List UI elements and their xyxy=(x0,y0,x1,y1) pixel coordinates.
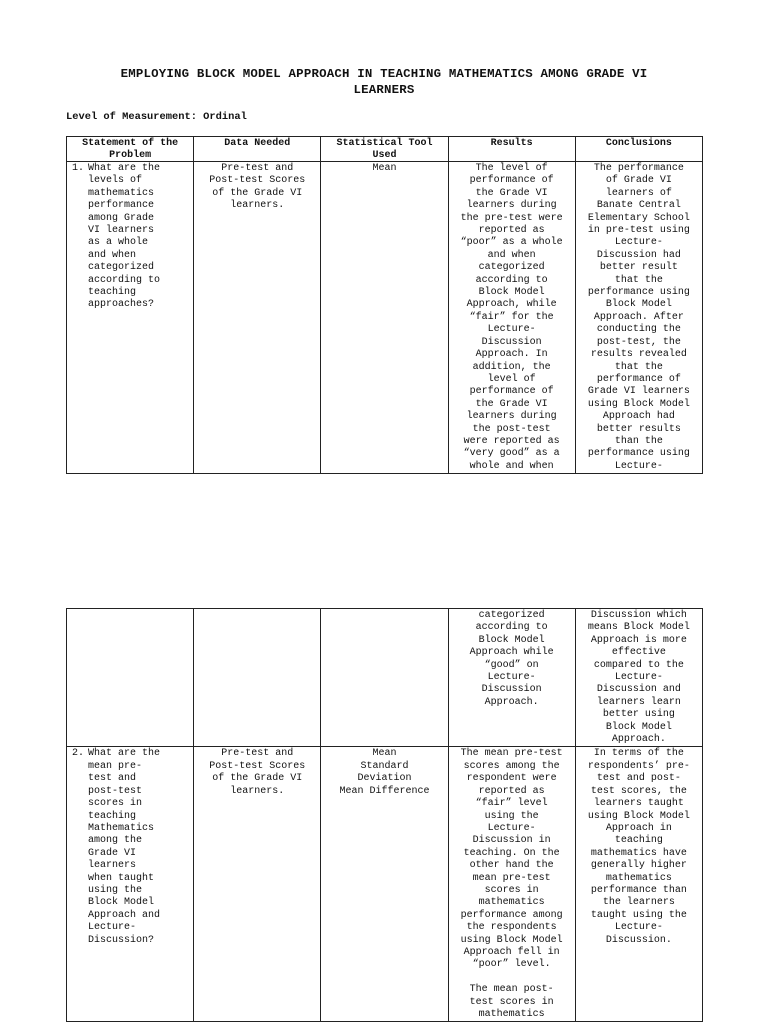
table-row xyxy=(67,747,703,1022)
data-needed-cell: Pre-test and Post-test Scores of the Grade VI learners. xyxy=(194,162,321,474)
statistical-tool-cell xyxy=(321,609,448,747)
header-conclusions: Conclusions xyxy=(575,137,702,162)
problem-text: What are the levels of mathematics performance among Grade VI learners as a whole and when categorized according to teaching approaches? xyxy=(88,163,161,311)
table-row xyxy=(67,162,703,474)
conclusions-cell: In terms of the respondents’ pre- test and post- test scores, the learners taught using Block Model Approach in teaching mathematics have generally higher mathematics performance than the learners taught using the Lecture- Discussion. xyxy=(575,747,702,1022)
sop-table-part-1 xyxy=(66,136,703,474)
results-cell: categorized according to Block Model Approach while “good” on Lecture- Discussion Approach. xyxy=(448,609,575,747)
problem-cell xyxy=(67,609,194,747)
conclusions-cell: Discussion which means Block Model Approach is more effective compared to the Lecture- Discussion and learners learn better using Block Model Approach. xyxy=(575,609,702,747)
data-needed-cell xyxy=(194,609,321,747)
problem-text: What are the mean pre- test and post-test scores in teaching Mathematics among the Grade VI learners when taught using the Block Model Approach and Lecture- Discussion? xyxy=(88,748,161,946)
table-header-row xyxy=(67,137,703,162)
document-title: EMPLOYING BLOCK MODEL APPROACH IN TEACHING MATHEMATICS AMONG GRADE VI LEARNERS xyxy=(120,67,648,97)
table-row xyxy=(67,609,703,747)
header-statement-of-problem: Statement of the Problem xyxy=(67,137,194,162)
conclusions-cell: The performance of Grade VI learners of Banate Central Elementary School in pre-test using Lecture- Discussion had better result that the performance using Block Model Approach. After conducting the post-test, the results revealed that the performance of Grade VI learners using Block Model Approach had better results than the performance using Lecture- xyxy=(575,162,702,474)
sop-table-part-2 xyxy=(66,608,703,1022)
problem-number: 2. xyxy=(71,748,84,760)
results-cell: The level of performance of the Grade VI learners during the pre-test were reported as “poor” as a whole and when categorized according to Block Model Approach, while “fair” for the Lecture- Discussion Approach. In addition, the level of performance of the Grade VI learners during the post-test were reported as “very good” as a whole and when xyxy=(448,162,575,474)
statistical-tool-cell: Mean xyxy=(321,162,448,474)
header-data-needed: Data Needed xyxy=(194,137,321,162)
measurement-level: Level of Measurement: Ordinal xyxy=(66,111,247,123)
problem-cell xyxy=(67,162,194,474)
data-needed-cell: Pre-test and Post-test Scores of the Grade VI learners. xyxy=(194,747,321,1022)
statistical-tool-cell: Mean Standard Deviation Mean Difference xyxy=(321,747,448,1022)
problem-number: 1. xyxy=(71,163,84,174)
problem-cell xyxy=(67,747,194,1022)
results-cell: The mean pre-test scores among the respondent were reported as “fair” level using the Lecture- Discussion in teaching. On the other hand the mean pre-test scores in mathematics performance among the respondents using Block Model Approach fell in “poor” level. The mean post- test scores in mathematics xyxy=(448,747,575,1022)
header-results: Results xyxy=(448,137,575,162)
header-statistical-tool: Statistical Tool Used xyxy=(321,137,448,162)
